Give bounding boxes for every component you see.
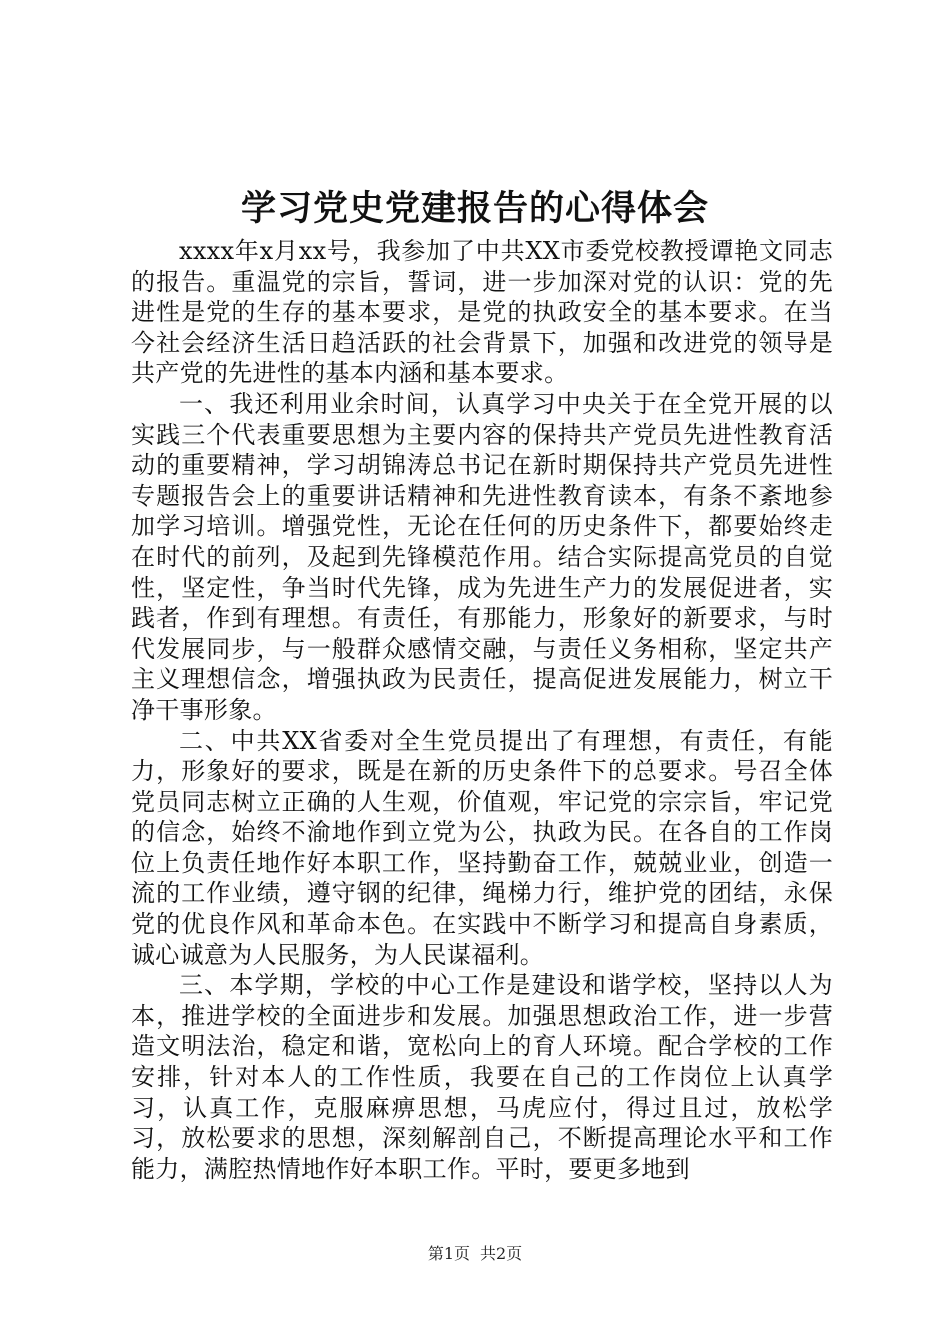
paragraph-section-1: 一、我还利用业余时间，认真学习中央关于在全党开展的以实践三个代表重要思想为主要内容的保持共产党员先进性教育活动的重要精神，学习胡锦涛总书记在新时期保持共产党员先进性专题报告会上的重要讲话精神和先进性教育读本，有条不紊地参加学习培训。增强党性，无论在任何的历史条件下，都要始终走在时代的前列，及起到先锋模范作用。结合实际提高党员的自觉性，坚定性，争当时代先锋，成为先进生产力的发展促进者，实践者，作到有理想。有责任，有那能力，形象好的新要求，与时代发展同步，与一般群众感情交融，与责任义务相称，坚定共产主义理想信念，增强执政为民责任，提高促进发展能力，树立干净干事形象。: [131, 389, 833, 724]
document-title: 学习党史党建报告的心得体会: [240, 188, 709, 229]
paragraph-intro: xxxx年x月xx号，我参加了中共XX市委党校教授谭艳文同志的报告。重温党的宗旨，誓词，进一步加深对党的认识：党的先进性是党的生存的基本要求，是党的执政安全的基本要求。在当今社会经济生活日趋活跃的社会背景下，加强和改进党的领导是共产党的先进性的基本内涵和基本要求。: [131, 237, 833, 388]
paragraph-section-2: 二、中共XX省委对全生党员提出了有理想，有责任，有能力，形象好的要求，既是在新的历史条件下的总要求。号召全体党员同志树立正确的人生观，价值观，牢记党的宗宗旨，牢记党的信念，始终不渝地作到立党为公，执政为民。在各自的工作岗位上负责任地作好本职工作，坚持勤奋工作，兢兢业业，创造一流的工作业绩，遵守钢的纪律，绳梯力行，维护党的团结，永保党的优良作风和革命本色。在实践中不断学习和提高自身素质，诚心诚意为人民服务，为人民谋福利。: [131, 726, 833, 969]
paragraph-section-3: 三、本学期，学校的中心工作是建设和谐学校，坚持以人为本，推进学校的全面进步和发展。加强思想政治工作，进一步营造文明法治，稳定和谐，宽松向上的育人环境。配合学校的工作安排，针对本人的工作性质，我要在自己的工作岗位上认真学习，认真工作，克服麻痹思想，马虎应付，得过且过，放松学习，放松要求的思想，深刻解剖自己，不断提高理论水平和工作能力，满腔热情地作好本职工作。平时，要更多地到: [131, 971, 833, 1183]
page-total: 共2页: [480, 1244, 523, 1263]
document-body: [131, 236, 833, 1184]
page-number: 第1页: [427, 1244, 470, 1263]
page-footer: [0, 1244, 950, 1264]
